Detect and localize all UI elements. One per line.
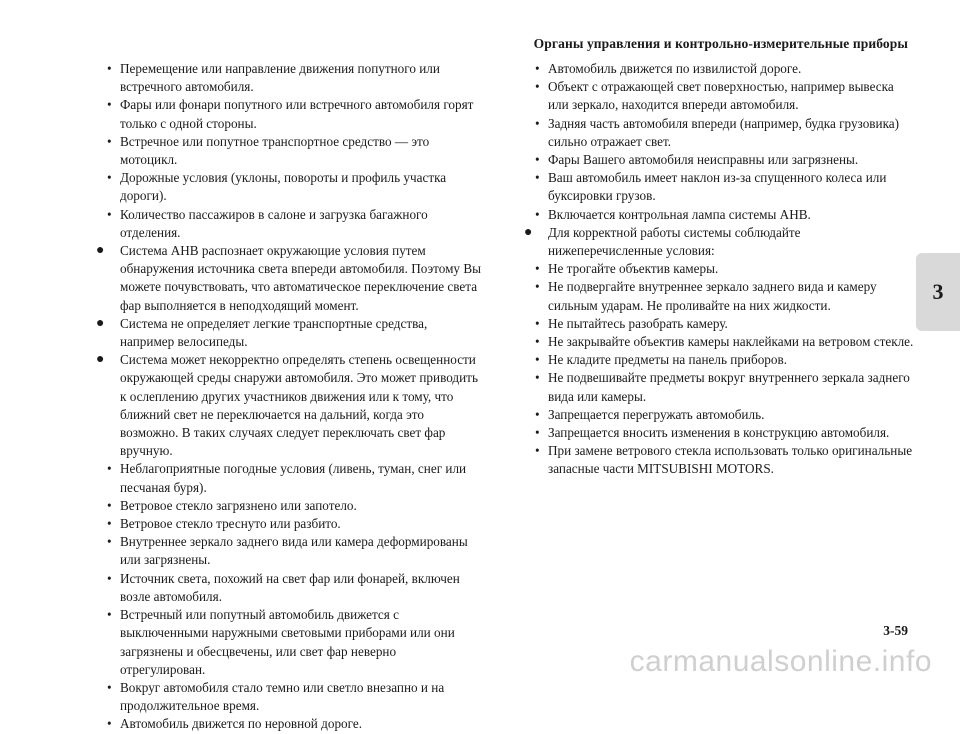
list-dot-icon: • <box>107 61 112 76</box>
list-item <box>96 606 481 679</box>
list-item <box>96 497 481 515</box>
list-item <box>524 169 916 205</box>
item-text: Внутреннее зеркало заднего вида или камера деформированы или загрязнены. <box>120 534 468 568</box>
list-dot-icon: • <box>535 352 540 368</box>
list-item <box>96 96 481 132</box>
list-item <box>96 715 481 733</box>
bullet-paragraph <box>96 242 481 315</box>
item-text: Запрещается вносить изменения в конструкцию автомобиля. <box>548 425 890 441</box>
item-text: Запрещается перегружать автомобиль. <box>548 406 765 422</box>
chapter-tab: 3 <box>916 253 960 331</box>
list-dot-icon: • <box>107 133 112 149</box>
page-number: 3-59 <box>883 623 908 638</box>
list-item <box>96 133 481 169</box>
list-dot-icon: • <box>535 334 540 350</box>
list-dot-icon: • <box>535 279 540 295</box>
item-text: Не подвешивайте предметы вокруг внутреннего зеркала заднего вида или камеры. <box>548 370 910 404</box>
list-dot-icon: • <box>535 79 540 95</box>
item-text: Фары Вашего автомобиля неисправны или загрязнены. <box>548 152 859 168</box>
list-item <box>524 442 916 478</box>
list-item <box>524 278 916 314</box>
item-text: Включается контрольная лампа системы AHB. <box>548 206 811 222</box>
list-dot-icon: • <box>107 534 112 550</box>
item-text: Вокруг автомобиля стало темно или светло внезапно и на продолжительное время. <box>120 679 445 714</box>
item-text: Не подвергайте внутреннее зеркало заднего вида и камеру сильным ударам. Не проливайте на них жидкости. <box>548 279 877 313</box>
item-text: Автомобиль движется по неровной дороге. <box>120 716 363 732</box>
bullet-paragraph <box>96 315 481 351</box>
list-item <box>96 60 481 96</box>
item-text: Для корректной работы системы соблюдайте нижеперечисленные условия: <box>548 224 801 259</box>
list-dot-icon: • <box>107 206 112 222</box>
list-dot-icon: • <box>535 425 540 441</box>
list-dot-icon: • <box>107 516 112 532</box>
item-text: Система может некорректно определять степень освещенности окружающей среды снаружи автомобиля. Это может приводить к ослеплению других участников движения или к тому, что ближний свет не переключается на дальний, когда это возможно. В таких случаях следует переключать свет фар вручную. <box>120 352 478 459</box>
list-item <box>96 679 481 715</box>
list-item <box>524 406 916 424</box>
list-dot-icon: • <box>535 61 540 76</box>
list-dot-icon: • <box>535 443 540 459</box>
item-text: Перемещение или направление движения попутного или встречного автомобиля. <box>120 61 440 95</box>
item-text: Неблагоприятные погодные условия (ливень, туман, снег или песчаная буря). <box>120 461 467 495</box>
list-item <box>96 533 481 569</box>
list-dot-icon: • <box>535 370 540 386</box>
list-item <box>96 460 481 496</box>
list-dot-icon: • <box>107 716 112 732</box>
list-dot-icon: • <box>535 152 540 168</box>
list-dot-icon: • <box>535 206 540 222</box>
bullet-dot-icon: ● <box>524 224 533 240</box>
item-text: Система не определяет легкие транспортные средства, например велосипеды. <box>120 315 428 350</box>
list-dot-icon: • <box>535 315 540 331</box>
item-text: Источник света, похожий на свет фар или фонарей, включен возле автомобиля. <box>120 570 460 604</box>
list-item <box>524 206 916 224</box>
bullet-dot-icon: ● <box>96 243 105 259</box>
item-text: Не закрывайте объектив камеры наклейками на ветровом стекле. <box>548 334 914 350</box>
item-text: При замене ветрового стекла использовать только оригинальные запасные части MITSUBISHI MOTORS. <box>548 443 913 477</box>
list-item <box>96 169 481 205</box>
bullet-paragraph <box>96 351 481 460</box>
item-text: Встречный или попутный автомобиль движется с выключенными наружными световыми приборами или они загрязнены и обесцвечены, или свет фар неверно отрегулирован. <box>120 607 455 677</box>
list-item <box>524 424 916 442</box>
list-dot-icon: • <box>107 461 112 477</box>
list-item <box>524 151 916 169</box>
list-dot-icon: • <box>535 115 540 131</box>
list-dot-icon: • <box>107 97 112 113</box>
right-column <box>524 60 916 479</box>
watermark: carmanualsonline.info <box>629 645 932 678</box>
item-text: Не пытайтесь разобрать камеру. <box>548 315 728 331</box>
list-item <box>96 515 481 533</box>
page-header-title: Органы управления и контрольно-измерительные приборы <box>533 36 908 51</box>
list-dot-icon: • <box>107 607 112 623</box>
list-item <box>524 351 916 369</box>
item-text: Задняя часть автомобиля впереди (например, будка грузовика) сильно отражает свет. <box>548 115 900 149</box>
list-dot-icon: • <box>107 170 112 186</box>
list-item <box>524 369 916 405</box>
list-item <box>524 315 916 333</box>
bullet-paragraph <box>524 224 916 260</box>
list-dot-icon: • <box>107 497 112 513</box>
list-dot-icon: • <box>535 261 540 277</box>
item-text: Дорожные условия (уклоны, повороты и профиль участка дороги). <box>120 170 447 204</box>
list-item <box>96 206 481 242</box>
item-text: Не трогайте объектив камеры. <box>548 261 719 277</box>
item-text: Ветровое стекло треснуто или разбито. <box>120 516 341 532</box>
item-text: Не кладите предметы на панель приборов. <box>548 352 787 368</box>
left-column <box>96 60 481 734</box>
item-text: Встречное или попутное транспортное средство — это мотоцикл. <box>120 133 430 168</box>
item-text: Автомобиль движется по извилистой дороге. <box>548 61 802 76</box>
list-dot-icon: • <box>535 170 540 186</box>
bullet-dot-icon: ● <box>96 315 105 331</box>
item-text: Ветровое стекло загрязнено или запотело. <box>120 497 357 513</box>
list-dot-icon: • <box>107 679 112 695</box>
bullet-dot-icon: ● <box>96 352 105 368</box>
list-item <box>524 60 916 78</box>
list-item <box>524 78 916 114</box>
item-text: Объект с отражающей свет поверхностью, например вывеска или зеркало, находится впереди автомобиля. <box>548 79 894 113</box>
item-text: Фары или фонари попутного или встречного автомобиля горят только с одной стороны. <box>120 97 474 131</box>
list-item <box>96 570 481 606</box>
list-dot-icon: • <box>535 406 540 422</box>
item-text: Ваш автомобиль имеет наклон из-за спущенного колеса или буксировки грузов. <box>548 170 887 204</box>
list-item <box>524 115 916 151</box>
item-text: Количество пассажиров в салоне и загрузка багажного отделения. <box>120 206 428 240</box>
list-dot-icon: • <box>107 570 112 586</box>
list-item <box>524 260 916 278</box>
item-text: Система AHB распознает окружающие условия путем обнаружения источника света впереди автомобиля. Поэтому Вы можете почувствовать, что автоматическое переключение света фар выполняется в неподходящий момент. <box>120 243 481 313</box>
list-item <box>524 333 916 351</box>
